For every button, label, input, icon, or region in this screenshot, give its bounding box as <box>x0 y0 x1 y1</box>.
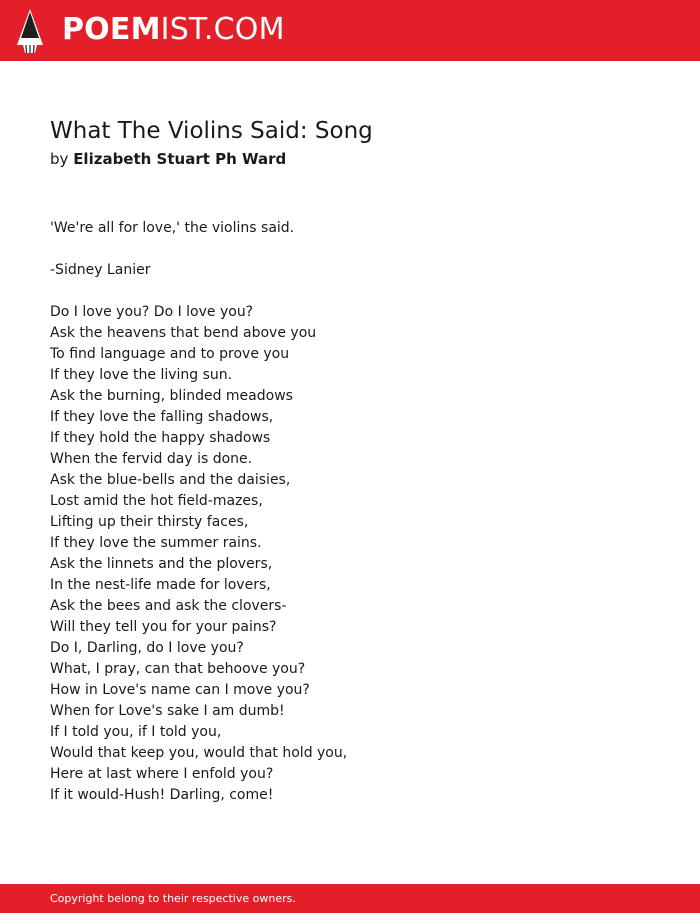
poem-line: If it would-Hush! Darling, come! <box>50 787 274 803</box>
poem-line: Ask the burning, blinded meadows <box>50 388 293 404</box>
poem-line: Do I, Darling, do I love you? <box>50 640 244 656</box>
poem-line: If they love the summer rains. <box>50 535 262 551</box>
poem-line: Ask the bees and ask the clovers- <box>50 598 287 614</box>
poem-line: When for Love's sake I am dumb! <box>50 703 285 719</box>
poem-line: If I told you, if I told you, <box>50 724 222 740</box>
poem-line: If they hold the happy shadows <box>50 430 271 446</box>
byline <box>50 148 286 170</box>
by-label: by <box>50 150 69 168</box>
poem-stanza <box>50 260 650 281</box>
poem-line: If they love the living sun. <box>50 367 233 383</box>
poem-line: How in Love's name can I move you? <box>50 682 310 698</box>
poem-line: Will they tell you for your pains? <box>50 619 277 635</box>
poem-line: Ask the heavens that bend above you <box>50 325 317 341</box>
poem-line: 'We're all for love,' the violins said. <box>50 220 295 236</box>
poem-line: Would that keep you, would that hold you, <box>50 745 348 761</box>
poem-line: What, I pray, can that behoove you? <box>50 661 306 677</box>
poem-title: What The Violins Said: Song <box>50 118 373 144</box>
site-footer <box>0 884 700 913</box>
poem-line: Here at last where I enfold you? <box>50 766 274 782</box>
poem-stanza <box>50 218 650 239</box>
poem-line: -Sidney Lanier <box>50 262 151 278</box>
poem-line: If they love the falling shadows, <box>50 409 274 425</box>
poem-line: Ask the blue-bells and the daisies, <box>50 472 291 488</box>
poem-line: To find language and to prove you <box>50 346 290 362</box>
site-header <box>0 0 700 61</box>
brand-bold: POEM <box>62 12 161 47</box>
poem-stanza <box>50 302 650 806</box>
poem-line: When the fervid day is done. <box>50 451 253 467</box>
author-name: Elizabeth Stuart Ph Ward <box>73 150 287 168</box>
brand-light: IST.COM <box>160 12 285 47</box>
pencil-tip-icon[interactable] <box>17 9 43 53</box>
poem-line: In the nest-life made for lovers, <box>50 577 271 593</box>
poem-line: Lifting up their thirsty faces, <box>50 514 249 530</box>
poem-line: Do I love you? Do I love you? <box>50 304 254 320</box>
site-logo-text[interactable] <box>62 11 285 49</box>
poem-body <box>50 218 650 827</box>
poem-line: Ask the linnets and the plovers, <box>50 556 273 572</box>
copyright-text: Copyright belong to their respective owners. <box>50 892 296 905</box>
poem-line: Lost amid the hot field-mazes, <box>50 493 263 509</box>
